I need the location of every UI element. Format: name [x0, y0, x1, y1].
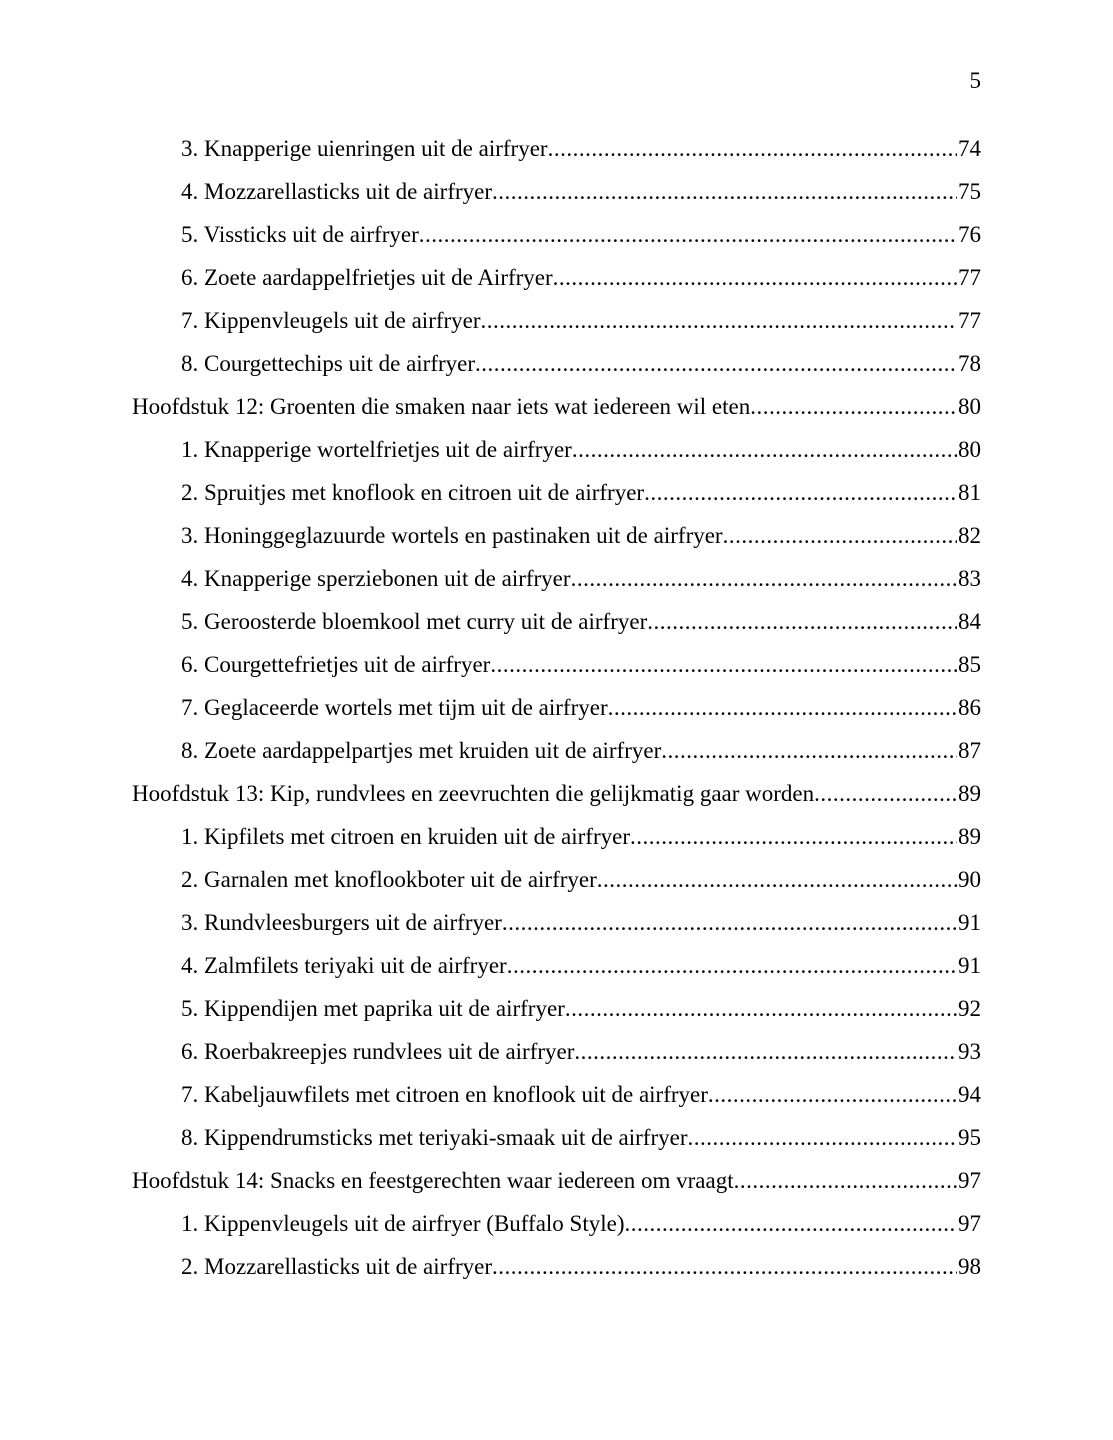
toc-entry-title: 6. Zoete aardappelfrietjes uit de Airfryer — [181, 265, 553, 290]
toc-entry-title: 8. Kippendrumsticks met teriyaki-smaak uit de airfryer — [181, 1125, 688, 1150]
toc-entry-title: 5. Geroosterde bloemkool met curry uit de airfryer — [181, 609, 648, 634]
toc-entry-title: 4. Zalmfilets teriyaki uit de airfryer — [181, 953, 507, 978]
toc-entry-page: 91 — [958, 910, 981, 935]
page-number: 5 — [969, 68, 981, 93]
toc-dot-leader — [750, 385, 957, 428]
toc-dot-leader — [734, 1159, 957, 1202]
toc-section-entry[interactable] — [132, 557, 981, 600]
toc-entry-title: 6. Courgettefrietjes uit de airfryer — [181, 652, 491, 677]
toc-dot-leader — [814, 772, 957, 815]
toc-section-entry[interactable] — [132, 1030, 981, 1073]
toc-entry-page: 83 — [958, 566, 981, 591]
toc-section-entry[interactable] — [132, 944, 981, 987]
toc-dot-leader — [723, 514, 957, 557]
toc-entry-page: 77 — [958, 308, 981, 333]
toc-section-entry[interactable] — [132, 471, 981, 514]
toc-entry-page: 76 — [958, 222, 981, 247]
toc-entry-page: 86 — [958, 695, 981, 720]
toc-entry-page: 77 — [958, 265, 981, 290]
table-of-contents — [132, 127, 981, 1288]
toc-entry-page: 97 — [958, 1211, 981, 1236]
toc-dot-leader — [502, 901, 957, 944]
toc-dot-leader — [687, 1116, 957, 1159]
toc-section-entry[interactable] — [132, 170, 981, 213]
toc-entry-page: 80 — [958, 394, 981, 419]
toc-dot-leader — [661, 729, 957, 772]
toc-section-entry[interactable] — [132, 1116, 981, 1159]
toc-dot-leader — [492, 170, 957, 213]
toc-entry-page: 87 — [958, 738, 981, 763]
toc-entry-title: Hoofdstuk 13: Kip, rundvlees en zeevruchten die gelijkmatig gaar worden — [132, 781, 815, 806]
toc-entry-title: Hoofdstuk 12: Groenten die smaken naar iets wat iedereen wil eten — [132, 394, 751, 419]
toc-chapter-entry[interactable] — [132, 1159, 981, 1202]
toc-entry-title: 5. Kippendijen met paprika uit de airfryer — [181, 996, 565, 1021]
toc-section-entry[interactable] — [132, 1202, 981, 1245]
toc-entry-title: 5. Vissticks uit de airfryer — [181, 222, 419, 247]
toc-entry-title: 6. Roerbakreepjes rundvlees uit de airfryer — [181, 1039, 575, 1064]
toc-entry-title: 3. Honinggeglazuurde wortels en pastinaken uit de airfryer — [181, 523, 723, 548]
toc-section-entry[interactable] — [132, 514, 981, 557]
toc-dot-leader — [597, 858, 957, 901]
toc-dot-leader — [608, 686, 957, 729]
toc-entry-title: 3. Knapperige uienringen uit de airfryer — [181, 136, 548, 161]
toc-entry-title: 2. Spruitjes met knoflook en citroen uit de airfryer — [181, 480, 645, 505]
toc-entry-title: 1. Kipfilets met citroen en kruiden uit de airfryer — [181, 824, 630, 849]
toc-section-entry[interactable] — [132, 299, 981, 342]
toc-dot-leader — [419, 213, 957, 256]
toc-entry-page: 82 — [958, 523, 981, 548]
toc-entry-page: 75 — [958, 179, 981, 204]
toc-entry-page: 84 — [958, 609, 981, 634]
toc-dot-leader — [475, 342, 957, 385]
toc-entry-page: 90 — [958, 867, 981, 892]
toc-section-entry[interactable] — [132, 428, 981, 471]
toc-chapter-entry[interactable] — [132, 772, 981, 815]
toc-chapter-entry[interactable] — [132, 385, 981, 428]
toc-entry-page: 81 — [958, 480, 981, 505]
toc-dot-leader — [565, 987, 957, 1030]
toc-section-entry[interactable] — [132, 643, 981, 686]
toc-section-entry[interactable] — [132, 987, 981, 1030]
toc-entry-title: 8. Zoete aardappelpartjes met kruiden uit de airfryer — [181, 738, 662, 763]
toc-section-entry[interactable] — [132, 901, 981, 944]
toc-section-entry[interactable] — [132, 686, 981, 729]
toc-dot-leader — [630, 815, 957, 858]
toc-section-entry[interactable] — [132, 342, 981, 385]
toc-entry-title: 7. Kabeljauwfilets met citroen en knoflook uit de airfryer — [181, 1082, 708, 1107]
toc-entry-title: 4. Mozzarellasticks uit de airfryer — [181, 179, 493, 204]
toc-entry-title: 2. Garnalen met knoflookboter uit de airfryer — [181, 867, 597, 892]
toc-entry-page: 95 — [958, 1125, 981, 1150]
toc-entry-page: 92 — [958, 996, 981, 1021]
toc-dot-leader — [481, 299, 957, 342]
toc-entry-title: 7. Kippenvleugels uit de airfryer — [181, 308, 481, 333]
toc-entry-page: 91 — [958, 953, 981, 978]
toc-entry-page: 89 — [958, 824, 981, 849]
toc-section-entry[interactable] — [132, 256, 981, 299]
toc-entry-title: 1. Kippenvleugels uit de airfryer (Buffalo Style) — [181, 1211, 625, 1236]
toc-section-entry[interactable] — [132, 127, 981, 170]
toc-dot-leader — [572, 428, 957, 471]
toc-entry-title: 8. Courgettechips uit de airfryer — [181, 351, 476, 376]
toc-dot-leader — [647, 600, 957, 643]
toc-entry-title: Hoofdstuk 14: Snacks en feestgerechten waar iedereen om vraagt — [132, 1168, 734, 1193]
toc-entry-page: 78 — [958, 351, 981, 376]
toc-section-entry[interactable] — [132, 1245, 981, 1288]
toc-section-entry[interactable] — [132, 815, 981, 858]
toc-entry-page: 94 — [958, 1082, 981, 1107]
toc-dot-leader — [571, 557, 957, 600]
toc-entry-page: 93 — [958, 1039, 981, 1064]
toc-dot-leader — [492, 1245, 957, 1288]
toc-entry-page: 89 — [958, 781, 981, 806]
toc-entry-title: 1. Knapperige wortelfrietjes uit de airfryer — [181, 437, 572, 462]
toc-dot-leader — [553, 256, 957, 299]
toc-entry-title: 3. Rundvleesburgers uit de airfryer — [181, 910, 502, 935]
toc-entry-page: 98 — [958, 1254, 981, 1279]
toc-entry-title: 4. Knapperige sperziebonen uit de airfryer — [181, 566, 571, 591]
toc-dot-leader — [708, 1073, 957, 1116]
toc-dot-leader — [624, 1202, 957, 1245]
toc-dot-leader — [507, 944, 957, 987]
toc-section-entry[interactable] — [132, 858, 981, 901]
toc-entry-page: 80 — [958, 437, 981, 462]
toc-entry-title: 7. Geglaceerde wortels met tijm uit de airfryer — [181, 695, 608, 720]
toc-dot-leader — [490, 643, 957, 686]
toc-section-entry[interactable] — [132, 213, 981, 256]
toc-section-entry[interactable] — [132, 729, 981, 772]
toc-dot-leader — [574, 1030, 957, 1073]
toc-section-entry[interactable] — [132, 600, 981, 643]
toc-section-entry[interactable] — [132, 1073, 981, 1116]
toc-entry-page: 85 — [958, 652, 981, 677]
toc-entry-page: 74 — [958, 136, 981, 161]
toc-dot-leader — [548, 127, 957, 170]
toc-entry-title: 2. Mozzarellasticks uit de airfryer — [181, 1254, 493, 1279]
toc-dot-leader — [644, 471, 957, 514]
toc-entry-page: 97 — [958, 1168, 981, 1193]
